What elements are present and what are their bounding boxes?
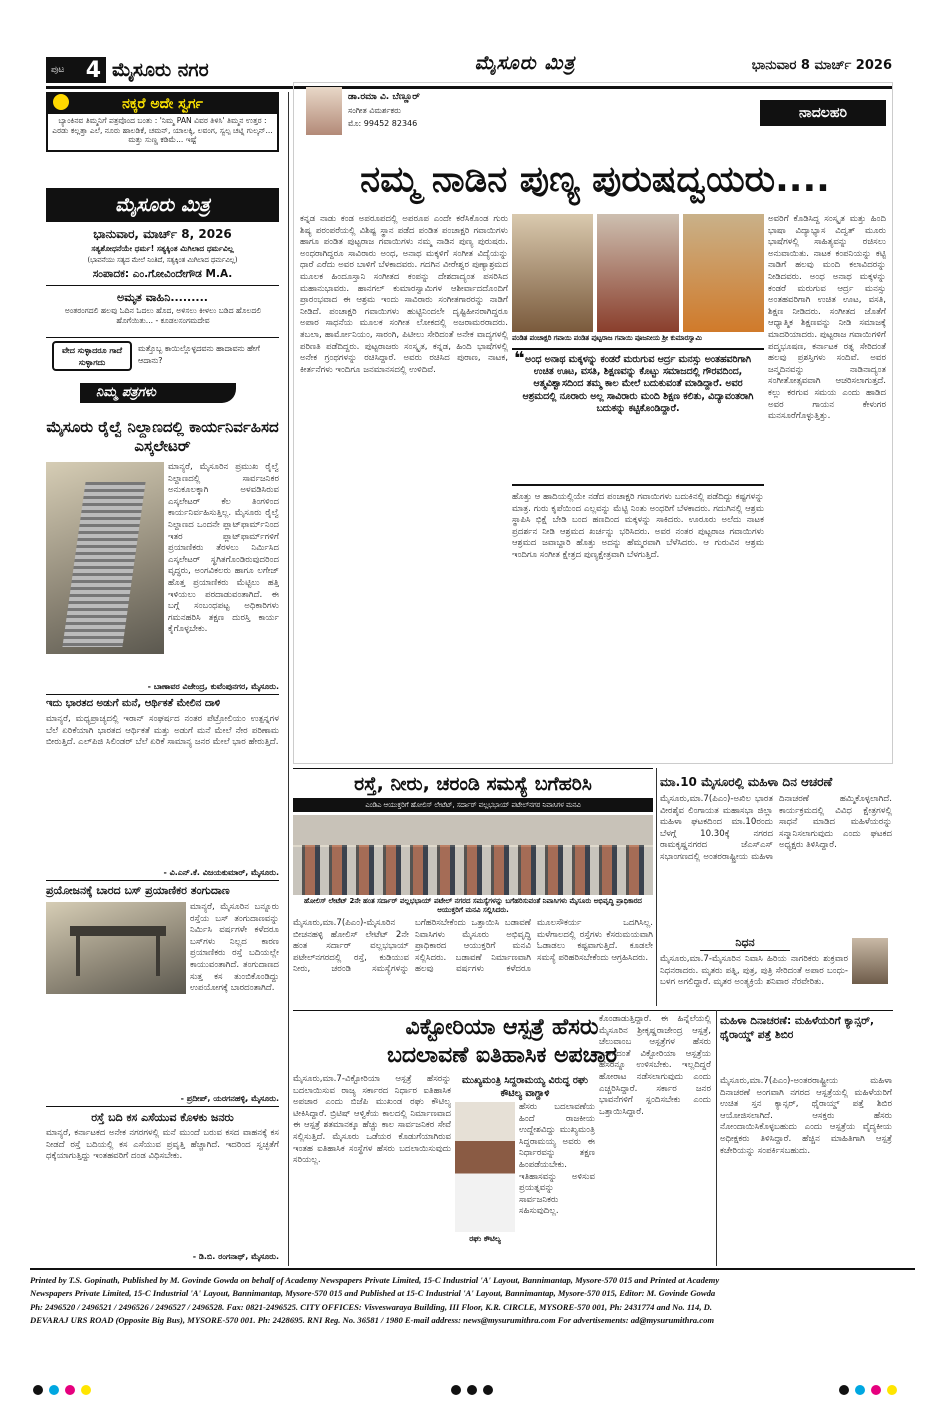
dot-black-icon <box>839 1385 849 1395</box>
road-subhead: ಎಂಡಿಎ ಆಯುಕ್ತರಿಗೆ ಹೋಲಿಸ್ ಲೇಟೆಟ್, ಸರ್ದಾರ್ ವಲ್ಲಭಭಾಯ್ ಪಟೇಲ್‌ನಗರ ನಿವಾಸಿಗಳ ಮನವಿ <box>293 798 653 812</box>
letter4-sign: - ಡಿ.ಬಿ. ರಂಗನಾಥ್, ಮೈಸೂರು. <box>192 1252 279 1261</box>
letter2-rule <box>46 694 279 695</box>
humor-title: ನಕ್ಕರೆ ಅದೇ ಸ್ವರ್ಗ <box>48 94 277 114</box>
dot-black-icon <box>467 1385 477 1395</box>
column-banner: ನಾದಲಹರಿ <box>760 100 886 126</box>
imprint-line2: Newspapers Private Limited, 15-C Industrial 'A' Layout, Bannimantap, Mysore-570 015 and Published at 15-C Industrial 'A' Layout, Bannimantap, Mysore-570 015, Editor: M. Govinde Gowda <box>30 1288 716 1299</box>
victoria-col2: ಹೆಸರು ಬದಲಾವಣೆಯ ಹಿಂದೆ ರಾಜಕೀಯ ಉದ್ದೇಶವಿದ್ದು ಮುಖ್ಯಮಂತ್ರಿ ಸಿದ್ದರಾಮಯ್ಯ ಅವರು ಈ ನಿರ್ಧಾರವನ್ನು ತಕ್ಷಣ ಹಿಂಪಡೆಯಬೇಕು. ಇತಿಹಾಸವನ್ನು ಅಳಿಸುವ ಪ್ರಯತ್ನವನ್ನು ಸಾರ್ವಜನಿಕರು ಸಹಿಸುವುದಿಲ್ಲ. <box>519 1102 595 1217</box>
women-body: ಮೈಸೂರು,ಮಾ.7(ಪಿಎಂ)-ಅಖಿಲ ಭಾರತ ವೀರಶೈವ ಲಿಂಗಾಯತ ಮಹಾಸಭಾ ಜಿಲ್ಲಾ ಮಹಿಳಾ ಘಟಕದಿಂದ ಮಾ.10ರಂದು ಬೆಳಗ್ಗೆ 10.30ಕ್ಕೆ ನಗರದ ರಾಮಕೃಷ್ಣನಗರದ ಜೆಎಸ್‌ಎಸ್ ಸಭಾಂಗಣದಲ್ಲಿ ಅಂತರರಾಷ್ಟ್ರೀಯ ಮಹಿಳಾ ದಿನಾಚರಣೆ ಹಮ್ಮಿಕೊಳ್ಳಲಾಗಿದೆ. ಕಾರ್ಯಕ್ರಮದಲ್ಲಿ ವಿವಿಧ ಕ್ಷೇತ್ರಗಳಲ್ಲಿ ಸಾಧನೆ ಮಾಡಿದ ಮಹಿಳೆಯರನ್ನು ಸನ್ಮಾನಿಸಲಾಗುವುದು ಎಂದು ಘಟಕದ ಅಧ್ಯಕ್ಷರು ತಿಳಿಸಿದ್ದಾರೆ. <box>660 794 892 862</box>
victoria-top-rule <box>293 1010 893 1011</box>
page-number: 4 <box>85 57 101 83</box>
letter4-title: ರಸ್ತೆ ಬದಿ ಕಸ ಎಸೆಯುವ ಕೊಳಕು ಜನರು <box>91 1111 234 1124</box>
camp-divider <box>716 1010 717 1266</box>
photo-kumaraswamy <box>683 214 764 332</box>
road-body: ಮೈಸೂರು,ಮಾ.7(ಪಿಎಂ)-ಮೈಸೂರಿನ ಬೀಚನಹಳ್ಳಿ ಹೋಲಿಸ್ ಲೇಟೆಟ್ 2ನೇ ಹಂತ ಸರ್ದಾರ್ ವಲ್ಲಭಭಾಯ್ ಪಟೇಲ್‌ನಗರದಲ್ಲಿ ರಸ್ತೆ, ಕುಡಿಯುವ ನೀರು, ಚರಂಡಿ ಸಮಸ್ಯೆಗಳನ್ನು ಬಗೆಹರಿಸಬೇಕೆಂದು ಒತ್ತಾಯಿಸಿ ಬಡಾವಣೆ ನಿವಾಸಿಗಳು ಮೈಸೂರು ಅಭಿವೃದ್ಧಿ ಪ್ರಾಧಿಕಾರದ ಆಯುಕ್ತರಿಗೆ ಮನವಿ ಸಲ್ಲಿಸಿದರು. ಬಡಾವಣೆ ನಿರ್ಮಾಣವಾಗಿ ಹಲವು ವರ್ಷಗಳು ಕಳೆದರೂ ಮೂಲಸೌಕರ್ಯ ಒದಗಿಸಿಲ್ಲ. ಮಳೆಗಾಲದಲ್ಲಿ ರಸ್ತೆಗಳು ಕೆಸರುಮಯವಾಗಿ ಓಡಾಡಲು ಕಷ್ಟವಾಗುತ್ತಿದೆ. ಕೂಡಲೇ ಸಮಸ್ಯೆ ಪರಿಹರಿಸಬೇಕೆಂದು ಆಗ್ರಹಿಸಿದರು. <box>293 918 653 975</box>
letter1-sign: - ಬಾಣಾವರ ವಿಜೇಂದ್ರ, ಕುವೆಂಪುನಗರ, ಮೈಸೂರು. <box>147 682 279 691</box>
registration-dots-mid <box>448 1380 496 1399</box>
edition-rule <box>46 285 279 286</box>
masthead-date: ಭಾನುವಾರ 8 ಮಾರ್ಚ್ 2026 <box>751 58 892 73</box>
women-divider <box>656 768 657 1006</box>
letter3-sign: - ಪ್ರದೀಪ್, ಯರಗನಹಳ್ಳಿ, ಮೈಸೂರು. <box>180 1094 279 1103</box>
dot-yellow-icon <box>887 1385 897 1395</box>
author-role: ಸಂಗೀತ ವಿಮರ್ಶಕರು <box>348 106 401 115</box>
masthead-logo: ಮೈಸೂರು ಮಿತ್ರ <box>474 52 576 74</box>
dot-black-icon <box>33 1385 43 1395</box>
obituary-body: ಮೈಸೂರು,ಮಾ.7-ಮೈಸೂರಿನ ನಿವಾಸಿ ಹಿರಿಯ ನಾಗರಿಕರು ಶುಕ್ರವಾರ ನಿಧನರಾದರು. ಮೃತರು ಪತ್ನಿ, ಪುತ್ರ, ಪುತ್ರಿ ಸೇರಿದಂತೆ ಅಪಾರ ಬಂಧು-ಬಳಗ ಅಗಲಿದ್ದಾರೆ. ಮೃತರ ಅಂತ್ಯಕ್ರಿಯೆ ಶನಿವಾರ ನೆರವೇರಿತು. <box>660 954 848 988</box>
imprint <box>30 1274 915 1328</box>
photo-puttaraja <box>597 214 678 332</box>
road-top-rule <box>293 768 653 769</box>
laughing-face-icon <box>52 93 70 111</box>
feature-headline: ನಮ್ಮ ನಾಡಿನ ಪುಣ್ಯ ಪುರುಷದ್ವಯರು.... <box>360 159 830 200</box>
edition-motto: ಸತ್ಯಶೋಧನೆಯೇ ಧರ್ಮ! ಸತ್ಯಕ್ಕಿಂತ ಮಿಗಿಲಾದ ಧರ್ಮವಿಲ್ಲ <box>91 244 234 253</box>
proverb-right: ಮತ್ತೊಬ್ಬ ಕಾಯಿಲ್ಲೊಳ್ಳದವನು ಹಾದಾವನು ಹೇಗೆ ಆದಾನು? <box>138 344 260 365</box>
page-number-block <box>46 57 106 83</box>
section-title: ಮೈಸೂರು ನಗರ <box>112 59 209 81</box>
pull-quote-text: ಅಂಧ ಅನಾಥ ಮಕ್ಕಳನ್ನು ಕಂಡರೆ ಮರುಗುವ ಆರ್ದ್ರ ಮನಸ್ಸು ಅಂತಹವರಿಗಾಗಿ ಉಚಿತ ಊಟ, ವಸತಿ, ಶಿಕ್ಷಣವನ್ನು ಕೊಟ್ಟು ಸಮಾಜದಲ್ಲಿ ಗೌರವದಿಂದ, ಆತ್ಮವಿಶ್ವಾಸದಿಂದ ತಮ್ಮ ಕಾಲ ಮೇಲೆ ಬದುಕುವಂತೆ ಮಾಡಿದ್ದಾರೆ. ಅವರ ಆಶ್ರಮದಲ್ಲಿ ನೂರಾರು ಅಲ್ಲ ಸಾವಿರಾರು ಮಂದಿ ಶಿಕ್ಷಣ ಕಲಿತು, ವಿದ್ಯಾವಂತರಾಗಿ ಬದುಕನ್ನು ಕಟ್ಟಿಕೊಂಡಿದ್ದಾರೆ. <box>522 354 754 414</box>
letters-banner: ನಿಮ್ಮ ಪತ್ರಗಳು <box>80 383 236 403</box>
pull-quote-box <box>512 348 764 486</box>
feature-col1: ಕನ್ನಡ ನಾಡು ಕಂಡ ಅಪರೂಪದಲ್ಲಿ ಅಪರೂಪ ಎಂದೇ ಕರೆಸಿಕೊಂಡ ಗುರು ಶಿಷ್ಯ ಪರಂಪರೆಯಲ್ಲಿ ವಿಶಿಷ್ಟ ಸ್ಥಾನ ಪಡೆದ ಪಂಡಿತ ಪಂಚಾಕ್ಷರಿ ಗವಾಯಿಗಳು ಹಾಗೂ ಪಂಡಿತ ಪುಟ್ಟರಾಜ ಗವಾಯಿಗಳು ನಮ್ಮ ನಾಡಿನ ಪುಣ್ಯ ಪುರುಷರು. ಅಂಧರಾಗಿದ್ದರೂ ಸಾವಿರಾರು ಅಂಧ, ಅನಾಥ ಮಕ್ಕಳಿಗೆ ಸಂಗೀತ ವಿದ್ಯೆಯನ್ನು ಧಾರೆ ಎರೆದು ಅವರ ಬಾಳಿಗೆ ಬೆಳಕಾದವರು. ಗದಗಿನ ವೀರೇಶ್ವರ ಪುಣ್ಯಾಶ್ರಮದ ಮೂಲಕ ಹಿಂದೂಸ್ತಾನಿ ಸಂಗೀತದ ಕಂಪನ್ನು ದೇಶದಾದ್ಯಂತ ಪಸರಿಸಿದ ಮಹಾನುಭಾವರು. ಹಾನಗಲ್ ಕುಮಾರಸ್ವಾಮಿಗಳ ಆಶೀರ್ವಾದದೊಂದಿಗೆ ಪ್ರಾರಂಭವಾದ ಈ ಆಶ್ರಮ ಇಂದು ಸಾವಿರಾರು ಸಂಗೀತಗಾರರನ್ನು ನಾಡಿಗೆ ನೀಡಿದೆ. ಪಂಚಾಕ್ಷರಿ ಗವಾಯಿಗಳು ಹುಟ್ಟಿನಿಂದಲೇ ದೃಷ್ಟಿಹೀನರಾಗಿದ್ದರೂ ಅಪಾರ ಸಾಧನೆಯ ಮೂಲಕ ಸಂಗೀತ ಲೋಕದಲ್ಲಿ ಅಜರಾಮರರಾದರು. ತಬಲಾ, ಹಾರ್ಮೋನಿಯಂ, ಸಾರಂಗಿ, ಪಿಟೀಲು ಸೇರಿದಂತೆ ಅನೇಕ ವಾದ್ಯಗಳಲ್ಲಿ ಪರಿಣತಿ ಪಡೆದಿದ್ದರು. ಪುಟ್ಟರಾಜರು ಸಂಸ್ಕೃತ, ಕನ್ನಡ, ಹಿಂದಿ ಭಾಷೆಗಳಲ್ಲಿ ಅನೇಕ ಗ್ರಂಥಗಳನ್ನು ರಚಿಸಿದ್ದಾರೆ. ಅವರು ರಚಿಸಿದ ಪುರಾಣ, ನಾಟಕ, ಕೀರ್ತನೆಗಳು ಇಂದಿಗೂ ಜನಮಾನಸದಲ್ಲಿ ಉಳಿದಿವೆ. <box>300 214 508 375</box>
edition-logo: ಮೈಸೂರು ಮಿತ್ರ <box>46 188 279 222</box>
imprint-line4: DEVARAJ URS ROAD (Opposite Big Bus), MYSORE-570 001. Ph: 2428695. RNI Reg. No. 36581 / 1980 E-mail address: news@mysurumithra.com For advertisements: ad@mysurumithra.com <box>30 1315 715 1326</box>
feature-col2: ಹೊತ್ತು ಆ ಹಾದಿಯಲ್ಲಿಯೇ ನಡೆದ ಪಂಚಾಕ್ಷರಿ ಗವಾಯಿಗಳು ಬದುಕಿನಲ್ಲಿ ಪಡೆದಿದ್ದು ಕಷ್ಟಗಳನ್ನು ಮಾತ್ರ. ಗುರು ಕೃಪೆಯಿಂದ ಎಲ್ಲವನ್ನು ಮೆಟ್ಟಿ ನಿಂತು ಅಂಧರಿಗೆ ಬೆಳಕಾದರು. ಗದುಗಿನಲ್ಲಿ ಆಶ್ರಮ ಸ್ಥಾಪಿಸಿ ಭಿಕ್ಷೆ ಬೇಡಿ ಬಂದ ಹಣದಿಂದ ಮಕ್ಕಳನ್ನು ಸಾಕಿದರು. ಊರೂರು ಅಲೆದು ನಾಟಕ ಪ್ರದರ್ಶನ ನೀಡಿ ಆಶ್ರಮದ ಖರ್ಚನ್ನು ಭರಿಸಿದರು. ಅವರ ನಂತರ ಪುಟ್ಟರಾಜ ಗವಾಯಿಗಳು ಆಶ್ರಮದ ಜವಾಬ್ದಾರಿ ಹೊತ್ತು ಅದನ್ನು ಹೆಮ್ಮರವಾಗಿ ಬೆಳೆಸಿದರು. ಆ ಗುರುವಿನ ಆಶ್ರಮ ಇಂದಿಗೂ ಸಂಗೀತ ಕ್ಷೇತ್ರದ ಪುಣ್ಯಕ್ಷೇತ್ರವಾಗಿ ಬೆಳಗುತ್ತಿದೆ. <box>512 492 764 560</box>
obituary-photo <box>852 938 888 984</box>
raghu-photo <box>455 1102 515 1232</box>
humor-body: ಬ್ಯಾಂಕಿನವ ತಿಮ್ಮನಿಗೆ ಪತ್ರವೊಂದ ಬಂತು : 'ನಿಮ್ಮ PAN ವಿವರ ತಿಳಿಸಿ' ತಿಮ್ಮನ ಉತ್ತರ : ಎರಡು ಕಲ್ಲತ್ತಾ ಎಲೆ, ನೂರು ಹಾಲಡಿಕೆ, ಚಮನ್, ಯಾಲಕ್ಕಿ, ಲವಂಗ, ಸ್ವಲ್ಪ ಚಟ್ನಿ ಗುಲ್ಕನ್... ಮತ್ತು ಸುಣ್ಣ ಕಡಿಮೆ... ಇಷ್ಟೆ <box>52 116 273 144</box>
author-phone: ಮೊ: 99452 82346 <box>348 119 418 128</box>
letter1-body: ಮಾನ್ಯರೆ, ಮೈಸೂರಿನ ಪ್ರಮುಖ ರೈಲ್ವೆ ನಿಲ್ದಾಣದಲ್ಲಿ ಸಾರ್ವಜನಿಕರ ಅನುಕೂಲಕ್ಕಾಗಿ ಅಳವಡಿಸಿರುವ ಎಸ್ಕಲೇಟರ್ ಕೆಲ ತಿಂಗಳಿಂದ ಕಾರ್ಯನಿರ್ವಹಿಸುತ್ತಿಲ್ಲ. ಮೈಸೂರು ರೈಲ್ವೆ ನಿಲ್ದಾಣದ ಒಂದನೇ ಪ್ಲಾಟ್‌ಫಾರ್ಮ್‌ನಿಂದ ಇತರ ಪ್ಲಾಟ್‌ಫಾರ್ಮ್‌ಗಳಿಗೆ ಪ್ರಯಾಣಿಕರು ತೆರಳಲು ನಿರ್ಮಿಸಿದ ಎಸ್ಕಲೇಟರ್ ಸ್ಥಗಿತಗೊಂಡಿರುವುದರಿಂದ ವೃದ್ಧರು, ಅಂಗವಿಕಲರು ಹಾಗೂ ಲಗೇಜ್ ಹೊತ್ತ ಪ್ರಯಾಣಿಕರು ಮೆಟ್ಟಿಲು ಹತ್ತಿ ಇಳಿಯಲು ಪರದಾಡುವಂತಾಗಿದೆ. ಈ ಬಗ್ಗೆ ಸಂಬಂಧಪಟ್ಟ ಅಧಿಕಾರಿಗಳು ಗಮನಹರಿಸಿ ತಕ್ಷಣ ದುರಸ್ತಿ ಕಾರ್ಯ ಕೈಗೊಳ್ಳಬೇಕು. <box>168 462 279 635</box>
letter3-rule <box>46 880 279 881</box>
obituary-title: ನಿಧನ <box>700 936 790 951</box>
dot-magenta-icon <box>871 1385 881 1395</box>
page-label: ಪುಟ <box>51 65 65 75</box>
editor-line: ಸಂಪಾದಕ: ಎಂ.ಗೋವಿಂದೇಗೌಡ M.A. <box>92 268 233 280</box>
road-group-photo <box>293 815 653 895</box>
dot-black-icon <box>451 1385 461 1395</box>
author-photo <box>306 87 342 135</box>
road-headline: ರಸ್ತೆ, ನೀರು, ಚರಂಡಿ ಸಮಸ್ಯೆ ಬಗೆಹರಿಸಿ <box>354 773 592 795</box>
letter2-body: ಮಾನ್ಯರೆ, ಮಧ್ಯಪ್ರಾಚ್ಯದಲ್ಲಿ ಇರಾನ್ ಸಂಘರ್ಷದ ನಂತರ ಪೆಟ್ರೋಲಿಯಂ ಉತ್ಪನ್ನಗಳ ಬೆಲೆ ಏರಿಕೆಯಾಗಿ ಭಾರತದ ಆರ್ಥಿಕತೆ ಮತ್ತು ಅಡುಗೆ ಮನೆ ಮೇಲೆ ನೇರ ಪರಿಣಾಮ ಬೀರುತ್ತಿದೆ. ಎಲ್‌ಪಿಜಿ ಸಿಲಿಂಡರ್ ಬೆಲೆ ಏರಿಕೆ ಸಾಮಾನ್ಯ ಜನರ ಮೇಲೆ ಭಾರ ಹೇರುತ್ತಿದೆ. <box>46 714 279 748</box>
dot-black-icon <box>483 1385 493 1395</box>
letter1-title: ಮೈಸೂರು ರೈಲ್ವೆ ನಿಲ್ದಾಣದಲ್ಲಿ ಕಾರ್ಯನಿರ್ವಹಿಸದ ಎಸ್ಕಲೇಟರ್ <box>46 418 279 455</box>
dot-cyan-icon <box>855 1385 865 1395</box>
registration-dots-left <box>30 1380 94 1399</box>
edition-date: ಭಾನುವಾರ, ಮಾರ್ಚ್ 8, 2026 <box>93 227 232 241</box>
letter3-body: ಮಾನ್ಯರೆ, ಮೈಸೂರಿನ ಬನ್ನೂರು ರಸ್ತೆಯ ಬಸ್ ತಂಗುದಾಣವನ್ನು ನಿರ್ಮಿಸಿ ವರ್ಷಗಳೇ ಕಳೆದರೂ ಬಸ್‌ಗಳು ನಿಲ್ಲದ ಕಾರಣ ಪ್ರಯಾಣಿಕರು ರಸ್ತೆ ಬದಿಯಲ್ಲೇ ಕಾಯುವಂತಾಗಿದೆ. ತಂಗುದಾಣದ ಸುತ್ತ ಕಸ ತುಂಬಿಕೊಂಡಿದ್ದು ಉಪಯೋಗಕ್ಕೆ ಬಾರದಂತಾಗಿದೆ. <box>190 902 279 994</box>
victoria-col1: ಮೈಸೂರು,ಮಾ.7-ವಿಕ್ಟೋರಿಯಾ ಆಸ್ಪತ್ರೆ ಹೆಸರನ್ನು ಬದಲಾಯಿಸುವ ರಾಜ್ಯ ಸರ್ಕಾರದ ನಿರ್ಧಾರ ಐತಿಹಾಸಿಕ ಅಪಚಾರ ಎಂದು ಬಿಜೆಪಿ ಮುಖಂಡ ರಘು ಕೌಟಿಲ್ಯ ಟೀಕಿಸಿದ್ದಾರೆ. ಬ್ರಿಟಿಷ್ ಆಳ್ವಿಕೆಯ ಕಾಲದಲ್ಲಿ ನಿರ್ಮಾಣವಾದ ಈ ಆಸ್ಪತ್ರೆ ಶತಮಾನಕ್ಕೂ ಹೆಚ್ಚು ಕಾಲ ಸಾರ್ವಜನಿಕರ ಸೇವೆ ಸಲ್ಲಿಸುತ್ತಿದೆ. ಮೈಸೂರು ಒಡೆಯರ ಕೊಡುಗೆಯಾಗಿರುವ ಇಂತಹ ಐತಿಹಾಸಿಕ ಸಂಸ್ಥೆಗಳ ಹೆಸರು ಬದಲಾಯಿಸುವುದು ಸರಿಯಲ್ಲ. <box>293 1074 451 1166</box>
letter3-body-cont <box>46 996 186 1052</box>
feature-photo-caption: ಪಂಡಿತ ಪಂಚಾಕ್ಷರಿ ಗವಾಯಿ ಪಂಡಿತ ಪುಟ್ಟರಾಜ ಗವಾಯಿ ಪೂಜನೀಯ ಶ್ರೀ ಕುಮಾರಸ್ವಾಮಿ <box>512 334 702 342</box>
raghu-photo-label: ರಘು ಕೌಟಿಲ್ಯ <box>469 1234 501 1243</box>
amrutha-rule <box>46 337 279 338</box>
column-divider <box>288 92 289 1266</box>
letter4-body: ಮಾನ್ಯರೆ, ಕರ್ನಾಟಕದ ಅನೇಕ ನಗರಗಳಲ್ಲಿ ಮನೆ ಮುಂದೆ ಬರುವ ಕಸದ ವಾಹನಕ್ಕೆ ಕಸ ನೀಡದೆ ರಸ್ತೆ ಬದಿಯಲ್ಲಿ ಕಸ ಎಸೆಯುವ ಪ್ರವೃತ್ತಿ ಹೆಚ್ಚಾಗಿದೆ. ಇದರಿಂದ ಸ್ವಚ್ಛತೆಗೆ ಧಕ್ಕೆಯಾಗುತ್ತಿದ್ದು ಇಂತಹವರಿಗೆ ದಂಡ ವಿಧಿಸಬೇಕು. <box>46 1128 279 1162</box>
camp-body: ಮೈಸೂರು,ಮಾ.7(ಪಿಎಂ)-ಅಂತರರಾಷ್ಟ್ರೀಯ ಮಹಿಳಾ ದಿನಾಚರಣೆ ಅಂಗವಾಗಿ ನಗರದ ಆಸ್ಪತ್ರೆಯಲ್ಲಿ ಮಹಿಳೆಯರಿಗೆ ಉಚಿತ ಸ್ತನ ಕ್ಯಾನ್ಸರ್, ಥೈರಾಯ್ಡ್ ಪತ್ತೆ ಶಿಬಿರ ಆಯೋಜಿಸಲಾಗಿದೆ. ಆಸಕ್ತರು ಹೆಸರು ನೋಂದಾಯಿಸಿಕೊಳ್ಳಬಹುದು ಎಂದು ಆಸ್ಪತ್ರೆಯ ವೈದ್ಯಕೀಯ ಅಧೀಕ್ಷಕರು ತಿಳಿಸಿದ್ದಾರೆ. ಹೆಚ್ಚಿನ ಮಾಹಿತಿಗಾಗಿ ಆಸ್ಪತ್ರೆ ಕಚೇರಿಯನ್ನು ಸಂಪರ್ಕಿಸಬಹುದು. <box>720 1076 892 1156</box>
dot-magenta-icon <box>65 1385 75 1395</box>
imprint-line3: Ph: 2496520 / 2496521 / 2496526 / 2496527 / 2496528. Fax: 0821-2496525. CITY OFFICES: Visveswaraya Building, III Floor, K.R. CIRCLE, MYSORE-570 001, Ph: 2431774 and No. 114, D. <box>30 1301 713 1312</box>
letter3-title: ಪ್ರಯೋಜನಕ್ಕೆ ಬಾರದ ಬಸ್ ಪ್ರಯಾಣಿಕರ ತಂಗುದಾಣ <box>46 884 230 897</box>
registration-dots-right <box>836 1380 900 1399</box>
humor-box <box>46 92 279 152</box>
victoria-headline-2: ಬದಲಾವಣೆ ಐತಿಹಾಸಿಕ ಅಪಚಾರ <box>386 1043 618 1068</box>
escalator-photo <box>46 462 164 654</box>
victoria-col3: ಕೊಂಡಾಡುತ್ತಿದ್ದಾರೆ. ಈ ಹಿನ್ನೆಲೆಯಲ್ಲಿ ಮೈಸೂರಿನ ಶ್ರೀಕೃಷ್ಣರಾಜೇಂದ್ರ ಆಸ್ಪತ್ರೆ, ಚೆಲುವಾಂಬ ಆಸ್ಪತ್ರೆಗಳ ಹೆಸರು ಉಳಿಸಿದಂತೆ ವಿಕ್ಟೋರಿಯಾ ಆಸ್ಪತ್ರೆಯ ಹೆಸರನ್ನೂ ಉಳಿಸಬೇಕು. ಇಲ್ಲದಿದ್ದರೆ ಹೋರಾಟ ನಡೆಸಲಾಗುವುದು ಎಂದು ಎಚ್ಚರಿಸಿದ್ದಾರೆ. ಸರ್ಕಾರ ಜನರ ಭಾವನೆಗಳಿಗೆ ಸ್ಪಂದಿಸಬೇಕು ಎಂದು ಒತ್ತಾಯಿಸಿದ್ದಾರೆ. <box>599 1014 711 1117</box>
letter4-rule <box>46 1106 279 1107</box>
bus-shelter-photo <box>46 902 186 994</box>
women-headline: ಮಾ.10 ಮೈಸೂರಲ್ಲಿ ಮಹಿಳಾ ದಿನ ಆಚರಣೆ <box>660 775 833 789</box>
victoria-headline-1: ವಿಕ್ಟೋರಿಯಾ ಆಸ್ಪತ್ರೆ ಹೆಸರು <box>405 1015 599 1040</box>
dot-cyan-icon <box>49 1385 59 1395</box>
proverb-left: ವೇದ ಸುಳ್ಳಾದರೂ ಗಾದೆ ಸುಳ್ಳಾಗದು <box>52 341 132 371</box>
camp-headline: ಮಹಿಳಾ ದಿನಾಚರಣೆ: ಮಹಿಳೆಯರಿಗೆ ಕ್ಯಾನ್ಸರ್, ಥೈರಾಯ್ಡ್ ಪತ್ತೆ ಶಿಬಿರ <box>720 1015 875 1041</box>
dot-yellow-icon <box>81 1385 91 1395</box>
letter2-sign: - ವಿ.ಎನ್.ಕೆ. ವಿಜಯಕುಮಾರ್, ಮೈಸೂರು. <box>163 868 279 877</box>
imprint-line1: Printed by T.S. Gopinath, Published by M. Govinde Gowda on behalf of Academy Newspapers Private Limited, 15-C Industrial 'A' Layout, Bannimantap, Mysore-570 015 and Printed at Academy <box>30 1275 720 1285</box>
amrutha-title: ಅಮೃತ ವಾಹಿನಿ......... <box>117 291 208 304</box>
letter1-body-cont <box>46 656 279 684</box>
feature-col3: ಅವರಿಗೆ ಕೊಡಿಸಿದ್ದ ಸಂಸ್ಕೃತ ಮತ್ತು ಹಿಂದಿ ಭಾಷಾ ವಿದ್ಯಾಭ್ಯಾಸ ವಿದ್ವತ್ ಮೂರು ಭಾಷೆಗಳಲ್ಲಿ ಸಾಹಿತ್ಯವನ್ನು ರಚಿಸಲು ಅನುವಾಯಿತು. ನಾಟಕ ಕಂಪನಿಯನ್ನು ಕಟ್ಟಿ ನಾಡಿಗೆ ಹಲವು ಮಂದಿ ಕಲಾವಿದರನ್ನು ನೀಡಿದವರು. ಅಂಧ ಅನಾಥ ಮಕ್ಕಳನ್ನು ಕಂಡರೆ ಮರುಗುವ ಆರ್ದ್ರ ಮನಸ್ಸು ಅಂತಹವರಿಗಾಗಿ ಉಚಿತ ಊಟ, ವಸತಿ, ಶಿಕ್ಷಣ ನೀಡಿದರು. ಸಂಗೀತದ ಜೊತೆಗೆ ಆಧ್ಯಾತ್ಮಿಕ ಶಿಕ್ಷಣವನ್ನು ನೀಡಿ ಸಮಾಜಕ್ಕೆ ಮಾದರಿಯಾದರು. ಪುಟ್ಟರಾಜ ಗವಾಯಿಗಳಿಗೆ ಪದ್ಮಭೂಷಣ, ಕರ್ನಾಟಕ ರತ್ನ ಸೇರಿದಂತೆ ಹಲವು ಪ್ರಶಸ್ತಿಗಳು ಸಂದಿವೆ. ಅವರ ಜನ್ಮದಿನವನ್ನು ನಾಡಿನಾದ್ಯಂತ ಸಂಗೀತೋತ್ಸವವಾಗಿ ಆಚರಿಸಲಾಗುತ್ತದೆ. ಕಲ್ಲು ಕರಗುವ ಸಮಯ ಎಂದು ಹಾಡಿದ ಅವರ ಗಾಯನ ಕೇಳುಗರ ಮನಸೂರೆಗೊಳ್ಳುತ್ತಿತ್ತು. <box>768 214 886 422</box>
victoria-kicker: ಮುಖ್ಯಮಂತ್ರಿ ಸಿದ್ದರಾಮಯ್ಯ ವಿರುದ್ಧ ರಘು ಕೌಟಿಲ್ಯ ವಾಗ್ದಾಳಿ <box>461 1075 589 1099</box>
amrutha-body: ಅಂತರಂಗದಲಿ ಹಲವು ಓದಿನ ಓದಲು ಹೊದ, ಅಳಿಸಲು ಕೀಳಲು ಬಡಿದ ಹೊಲದಲಿ ಹೊಗೆಯಿತು... - ಕೂಡಲಸಂಗಮದೇವ <box>64 306 262 325</box>
edition-motto-sub: (ಭಾವನೆಯು ಸತ್ಯದ ಮೇಲೆ ನಿಂತಿದೆ, ಸತ್ಯಕ್ಕಿಂತ ಮಿಗಿಲಾದ ಧರ್ಮವಿಲ್ಲ) <box>87 256 238 264</box>
author-name: ಡಾ.ರಮಾ ವಿ. ಬೆಣ್ಣೂರ್ <box>348 92 420 102</box>
letter2-title: ಇದು ಭಾರತದ ಅಡುಗೆ ಮನೆ, ಆರ್ಥಿಕತೆ ಮೇಲಿನ ದಾಳಿ <box>46 698 221 709</box>
footer-rule <box>30 1268 915 1270</box>
feature-photo-strip <box>512 214 764 332</box>
road-caption: ಹೋಲಿಸ್ ಲೇಟೆಟ್ 2ನೇ ಹಂತ ಸರ್ದಾರ್ ವಲ್ಲಭಭಾಯ್ ಪಟೇಲ್ ನಗರದ ಸಮಸ್ಯೆಗಳನ್ನು ಬಗೆಹರಿಸುವಂತೆ ನಿವಾಸಿಗಳು ಮೈಸೂರು ಅಭಿವೃದ್ಧಿ ಪ್ರಾಧಿಕಾರದ ಆಯುಕ್ತರಿಗೆ ಮನವಿ ಸಲ್ಲಿಸಿದರು. <box>304 897 642 915</box>
photo-panchakshari <box>512 214 593 332</box>
pull-quote-icon: ❝ <box>514 348 525 369</box>
